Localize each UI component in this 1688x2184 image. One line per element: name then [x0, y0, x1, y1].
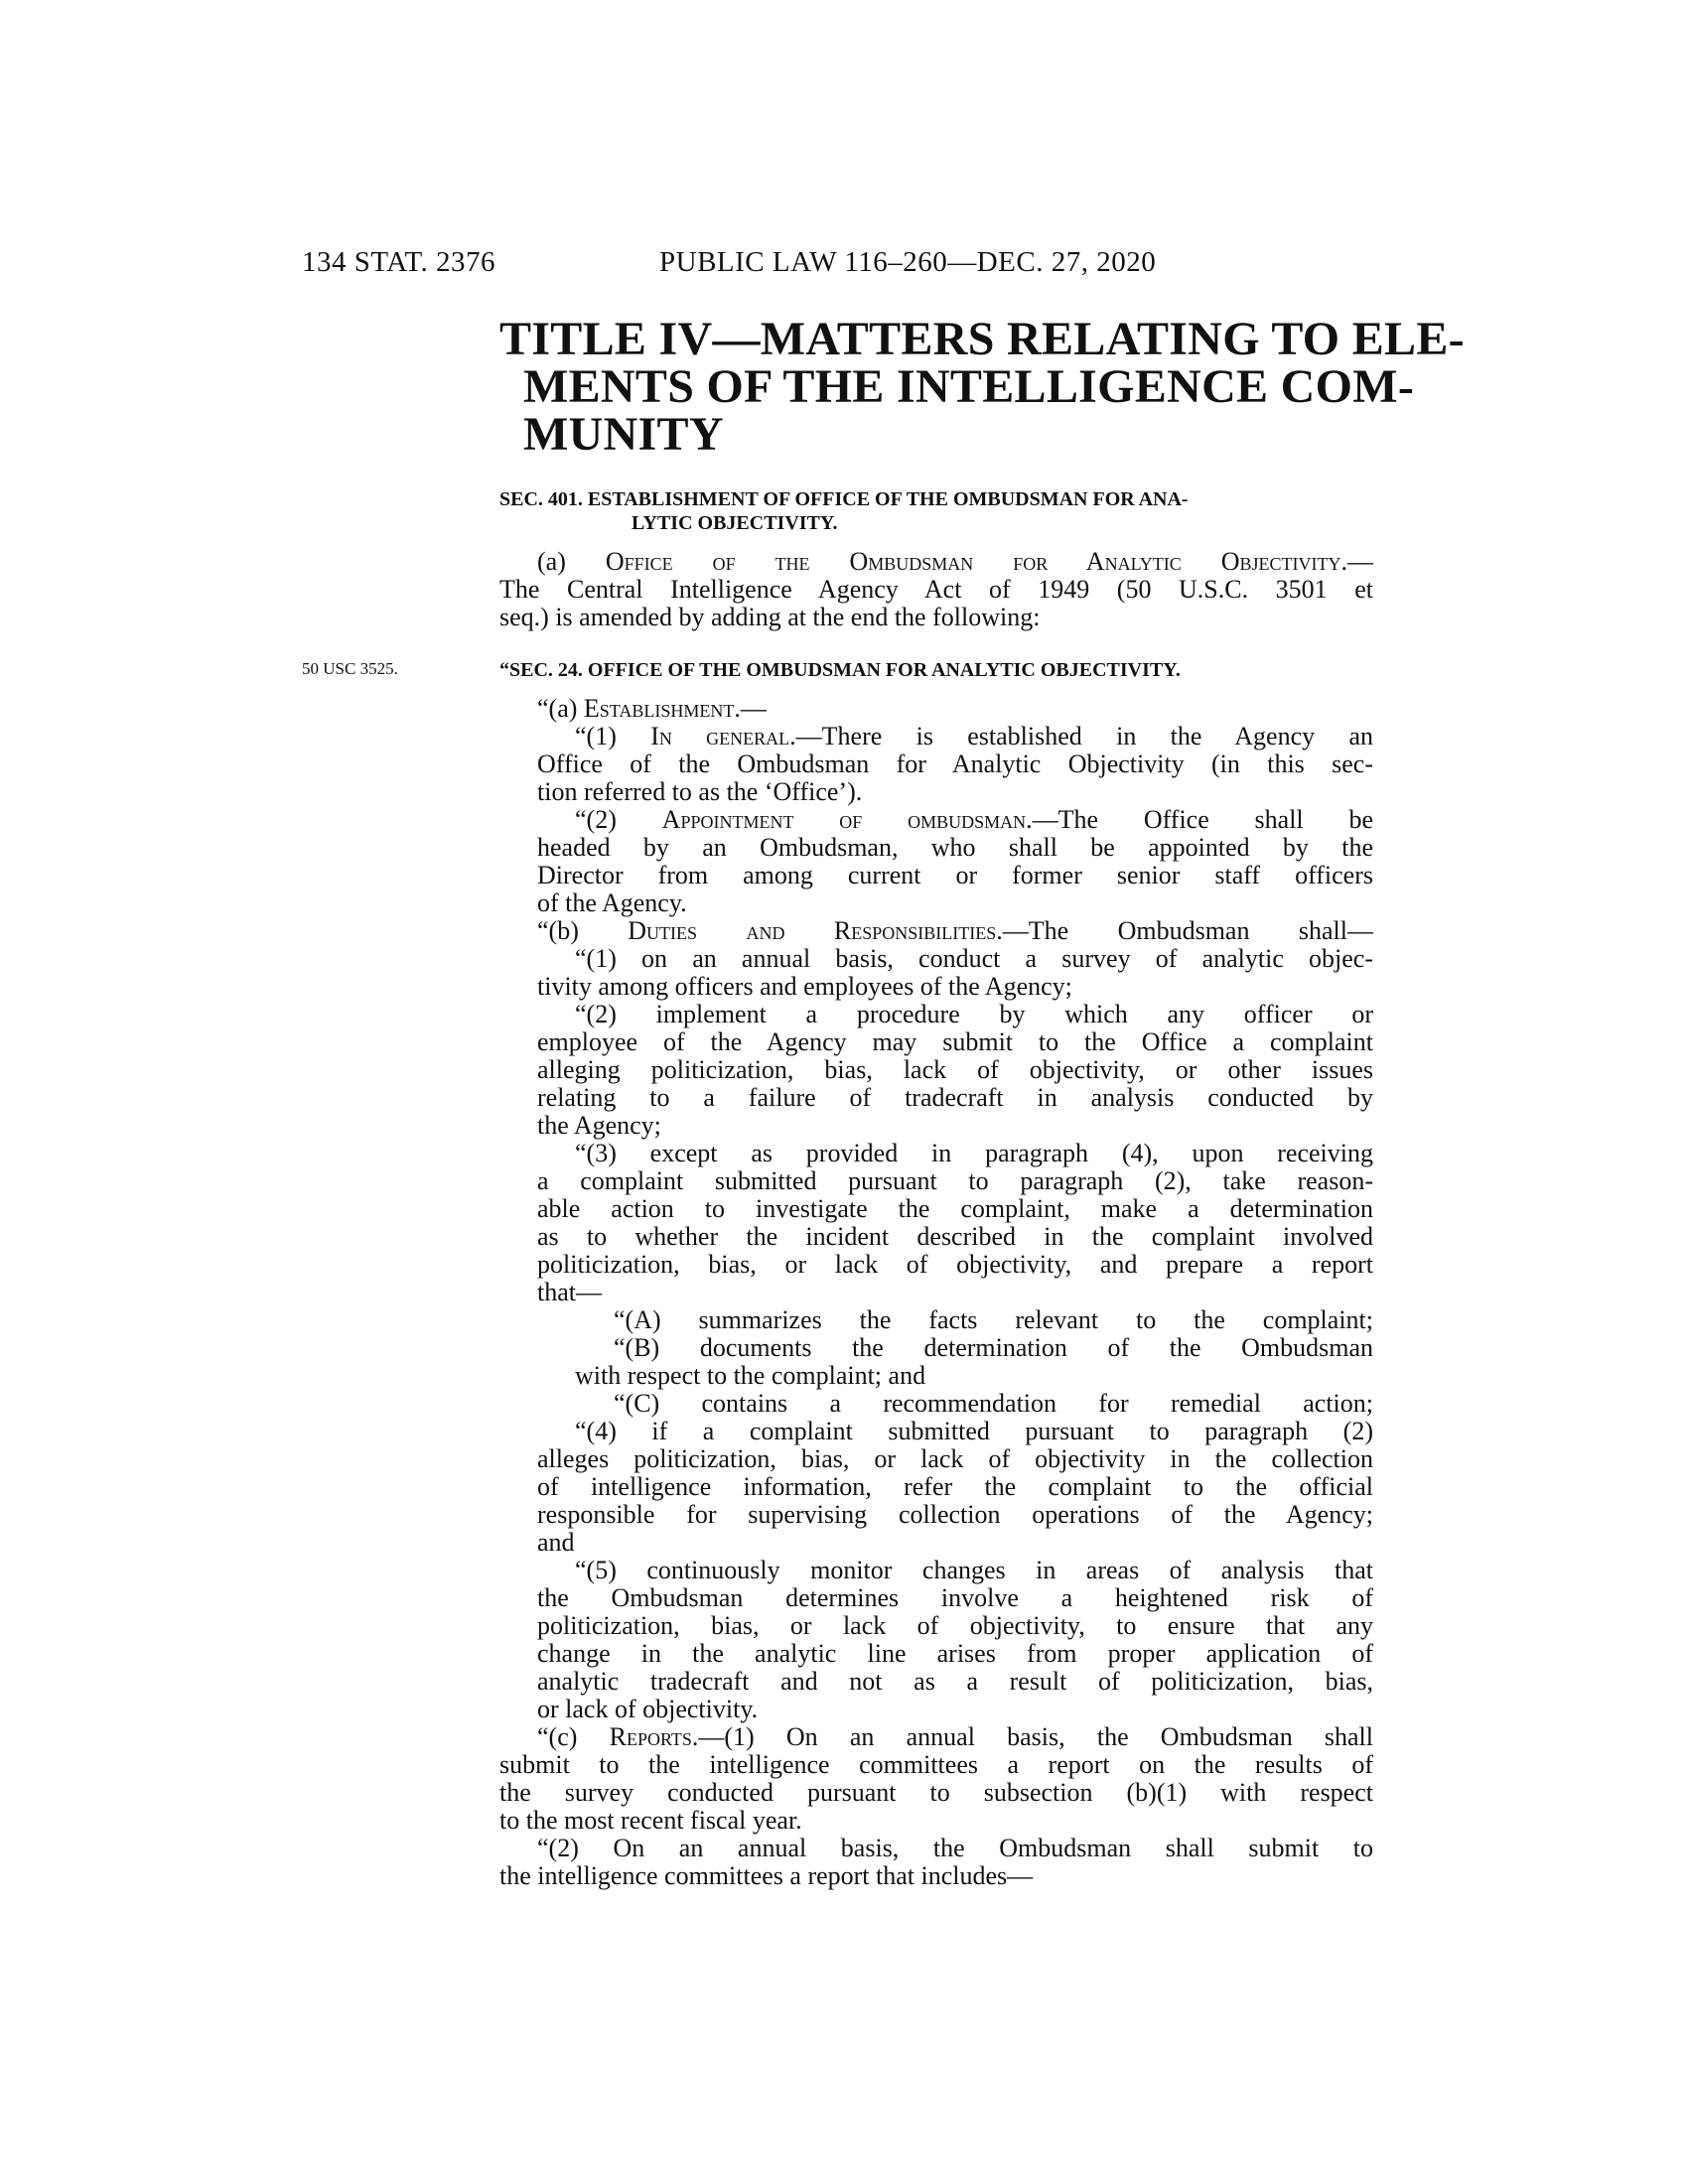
paragraph-line: Office of the Ombudsman for Analytic Objectivity (in this sec- [537, 750, 1373, 778]
paragraph-line: able action to investigate the complaint, make a determination [537, 1194, 1373, 1223]
paragraph-line: “(1) In general.—There is established in the Agency an [575, 722, 1373, 751]
paragraph-line: “(b) Duties and Responsibilities.—The Ombudsman shall— [537, 916, 1373, 945]
paragraph-line: alleging politicization, bias, lack of objectivity, or other issues [537, 1055, 1373, 1084]
paragraph-line: “(2) implement a procedure by which any officer or [575, 1000, 1373, 1028]
paragraph-line: politicization, bias, or lack of objectivity, to ensure that any [537, 1611, 1373, 1640]
paragraph-line: “(2) On an annual basis, the Ombudsman shall submit to [537, 1834, 1373, 1862]
section-24-heading: “SEC. 24. OFFICE OF THE OMBUDSMAN FOR ANALYTIC OBJECTIVITY. [499, 659, 1181, 681]
paragraph-line: tivity among officers and employees of the Agency; [537, 972, 1072, 1001]
paragraph-line: as to whether the incident described in the complaint involved [537, 1222, 1373, 1251]
paragraph-line: the survey conducted pursuant to subsection (b)(1) with respect [499, 1778, 1373, 1807]
title-heading [499, 313, 1465, 461]
paragraph-line: of the Agency. [537, 888, 687, 917]
paragraph-line: “(5) continuously monitor changes in areas of analysis that [575, 1556, 1373, 1584]
paragraph-line: tion referred to as the ‘Office’). [537, 777, 863, 806]
paragraph-line: The Central Intelligence Agency Act of 1949 (50 U.S.C. 3501 et [499, 575, 1373, 604]
paragraph-line: “(1) on an annual basis, conduct a survey of analytic objec- [575, 944, 1373, 973]
paragraph-line: the intelligence committees a report that includes— [499, 1861, 1034, 1890]
paragraph-line: relating to a failure of tradecraft in analysis conducted by [537, 1083, 1373, 1112]
paragraph-line: “(A) summarizes the facts relevant to the complaint; [614, 1305, 1373, 1334]
paragraph-line: “(4) if a complaint submitted pursuant to paragraph (2) [575, 1417, 1373, 1445]
subsection-a-heading: “(a) Establishment.— [537, 694, 767, 723]
paragraph-line: alleges politicization, bias, or lack of objectivity in the collection [537, 1444, 1373, 1473]
paragraph-line: seq.) is amended by adding at the end the following: [499, 603, 1041, 631]
page-stat-citation: 134 STAT. 2376 [302, 246, 496, 278]
title-line: TITLE IV—MATTERS RELATING TO ELE- [499, 313, 1465, 365]
title-line: MENTS OF THE INTELLIGENCE COM- [523, 360, 1415, 413]
title-line: MUNITY [523, 408, 724, 461]
paragraph-line: of intelligence information, refer the complaint to the official [537, 1472, 1373, 1501]
paragraph-line: change in the analytic line arises from proper application of [537, 1639, 1373, 1668]
paragraph-line: that— [537, 1278, 602, 1306]
paragraph-line: headed by an Ombudsman, who shall be appointed by the [537, 833, 1373, 862]
paragraph-line: responsible for supervising collection operations of the Agency; [537, 1500, 1373, 1529]
paragraph-line: or lack of objectivity. [537, 1695, 759, 1723]
paragraph-line: (a) Office of the Ombudsman for Analytic Objectivity.— [537, 547, 1373, 576]
paragraph-line: analytic tradecraft and not as a result of politicization, bias, [537, 1667, 1373, 1696]
paragraph-line: “(c) Reports.—(1) On an annual basis, the Ombudsman shall [537, 1722, 1373, 1751]
paragraph-line: “(3) except as provided in paragraph (4), upon receiving [575, 1139, 1373, 1167]
paragraph-line: Director from among current or former senior staff officers [537, 861, 1373, 889]
paragraph-line: “(C) contains a recommendation for remedial action; [614, 1389, 1373, 1418]
section-heading-line: LYTIC OBJECTIVITY. [632, 512, 838, 534]
paragraph-line: the Ombudsman determines involve a heightened risk of [537, 1583, 1373, 1612]
paragraph-line: to the most recent fiscal year. [499, 1806, 802, 1835]
paragraph-line: “(B) documents the determination of the Ombudsman [614, 1333, 1373, 1362]
public-law-header: PUBLIC LAW 116–260—DEC. 27, 2020 [659, 246, 1157, 278]
section-heading-line: SEC. 401. ESTABLISHMENT OF OFFICE OF THE OMBUDSMAN FOR ANA- [499, 488, 1189, 510]
section-401-heading [499, 487, 1373, 535]
paragraph-line: a complaint submitted pursuant to paragraph (2), take reason- [537, 1166, 1373, 1195]
intro-paragraph [499, 548, 1373, 631]
paragraph-line: with respect to the complaint; and [575, 1361, 926, 1390]
section-24-body [499, 695, 1373, 1890]
paragraph-line: submit to the intelligence committees a report on the results of [499, 1750, 1373, 1779]
paragraph-line: “(2) Appointment of ombudsman.—The Office shall be [575, 805, 1374, 834]
paragraph-line: employee of the Agency may submit to the Office a complaint [537, 1027, 1373, 1056]
paragraph-line: the Agency; [537, 1111, 661, 1140]
usc-margin-note: 50 USC 3525. [302, 659, 398, 678]
paragraph-line: politicization, bias, or lack of objectivity, and prepare a report [537, 1250, 1373, 1279]
paragraph-line: and [537, 1528, 575, 1557]
